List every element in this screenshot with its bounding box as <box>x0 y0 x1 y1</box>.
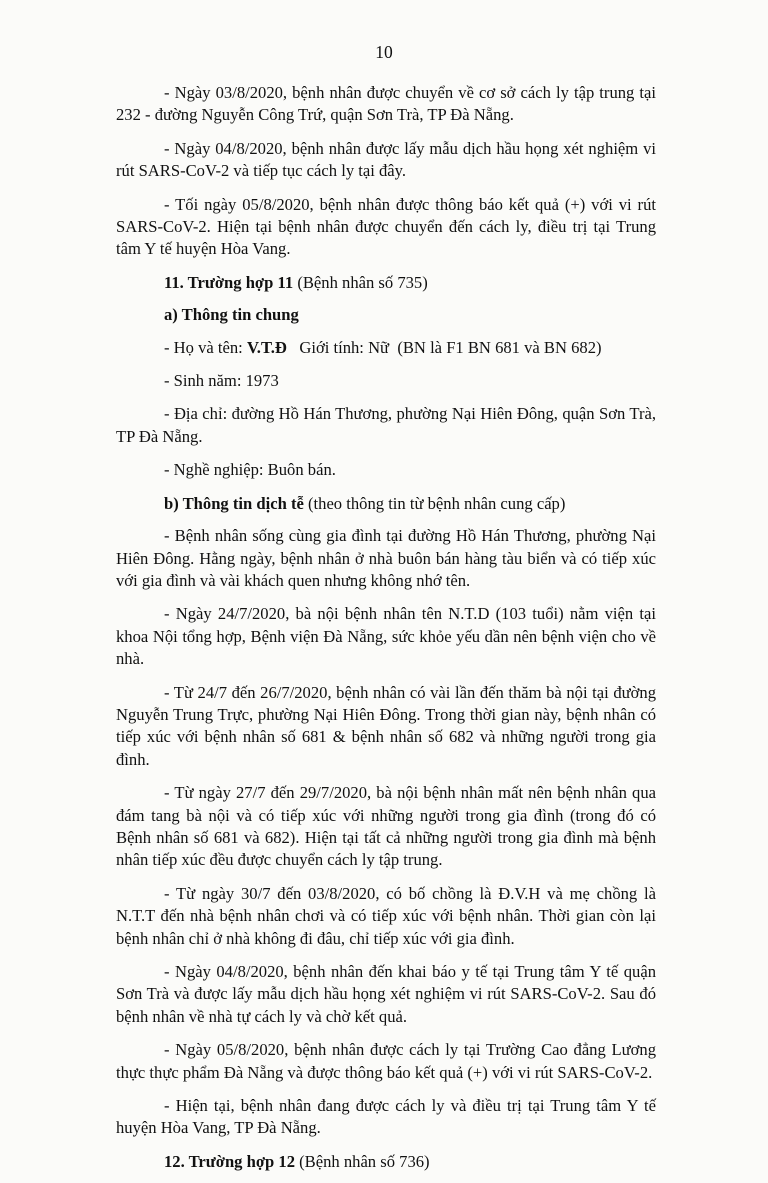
epi-paragraph: - Từ ngày 27/7 đến 29/7/2020, bà nội bệnh nhân mất nên bệnh nhân qua đám tang bà nội và có tiếp xúc với những người trong gia đình (trong đó có Bệnh nhân số 681 và 682). Hiện tại tất cả những người trong gia đình mà bệnh nhân tiếp xúc đều được chuyển cách ly tập trung. <box>116 783 656 870</box>
gender-text: Giới tính: Nữ (BN là F1 BN 681 và BN 682) <box>286 337 602 357</box>
epi-paragraph: - Ngày 05/8/2020, bệnh nhân được cách ly tại Trường Cao đẳng Lương thực thực phẩm Đà Nẵng và được thông báo kết quả (+) với vi rút SARS-CoV-2. <box>116 1040 656 1082</box>
epi-paragraph: - Từ ngày 30/7 đến 03/8/2020, có bố chồng là Đ.V.H và mẹ chồng là N.T.T đến nhà bệnh nhân chơi và có tiếp xúc với bệnh nhân. Thời gian còn lại bệnh nhân chỉ ở nhà không đi đâu, chỉ tiếp xúc với gia đình. <box>116 883 656 948</box>
case-12-title: 12. Trường hợp 12 <box>164 1151 295 1171</box>
name-label: - Họ và tên: <box>164 337 247 357</box>
epi-paragraph: - Ngày 04/8/2020, bệnh nhân đến khai báo y tế tại Trung tâm Y tế quận Sơn Trà và được lấy mẫu dịch hầu họng xét nghiệm vi rút SARS-CoV-2. Sau đó bệnh nhân về nhà tự cách ly và chờ kết quả. <box>116 962 656 1026</box>
name-value: V.T.Đ <box>246 337 287 357</box>
document-body <box>116 82 656 1183</box>
epi-paragraph: - Bệnh nhân sống cùng gia đình tại đường Hồ Hán Thương, phường Nại Hiên Đông. Hằng ngày, bệnh nhân ở nhà buôn bán hàng tàu biển và có tiếp xúc với gia đình và vài khách quen nhưng không nhớ tên. <box>116 526 656 590</box>
epi-paragraph: - Từ 24/7 đến 26/7/2020, bệnh nhân có vài lần đến thăm bà nội tại đường Nguyễn Trung Trực, phường Nại Hiên Đông. Trong thời gian này, bệnh nhân có tiếp xúc với bệnh nhân số 681 & bệnh nhân số 682 và những người trong gia đình. <box>116 682 656 769</box>
paragraph: - Ngày 03/8/2020, bệnh nhân được chuyển về cơ sở cách ly tập trung tại 232 - đường Nguyễn Công Trứ, quận Sơn Trà, TP Đà Nẵng. <box>116 83 656 125</box>
occupation: - Nghề nghiệp: Buôn bán. <box>164 460 336 480</box>
case-12-patient-number: (Bệnh nhân số 736) <box>295 1151 430 1171</box>
case-11-patient-number: (Bệnh nhân số 735) <box>293 272 428 292</box>
epidemiology-heading: b) Thông tin dịch tễ (theo thông tin từ bệnh nhân cung cấp) <box>164 493 566 513</box>
epi-paragraph: - Hiện tại, bệnh nhân đang được cách ly và điều trị tại Trung tâm Y tế huyện Hòa Vang, TP Đà Nẵng. <box>116 1096 656 1138</box>
paragraph: - Ngày 04/8/2020, bệnh nhân được lấy mẫu dịch hầu họng xét nghiệm vi rút SARS-CoV-2 và tiếp tục cách ly tại đây. <box>116 138 656 181</box>
case-11-heading <box>116 272 656 294</box>
general-info-heading: a) Thông tin chung <box>164 305 299 325</box>
page-number: 10 <box>375 42 393 62</box>
case-12-heading <box>116 1151 656 1173</box>
epi-paragraph: - Ngày 24/7/2020, bà nội bệnh nhân tên N.T.D (103 tuổi) nằm viện tại khoa Nội tổng hợp, Bệnh viện Đà Nẵng, sức khỏe yếu dần nên bệnh viện cho về nhà. <box>116 604 656 669</box>
case-11-title: 11. Trường hợp 11 <box>164 272 294 292</box>
birth-year: - Sinh năm: 1973 <box>164 371 279 391</box>
address: - Địa chỉ: đường Hồ Hán Thương, phường Nại Hiên Đông, quận Sơn Trà, TP Đà Nẵng. <box>116 404 656 446</box>
paragraph: - Tối ngày 05/8/2020, bệnh nhân được thông báo kết quả (+) với vi rút SARS-CoV-2. Hiện tại bệnh nhân được chuyển đến cách ly, điều trị tại Trung tâm Y tế huyện Hòa Vang. <box>116 194 656 259</box>
name-gender-line <box>116 337 656 359</box>
